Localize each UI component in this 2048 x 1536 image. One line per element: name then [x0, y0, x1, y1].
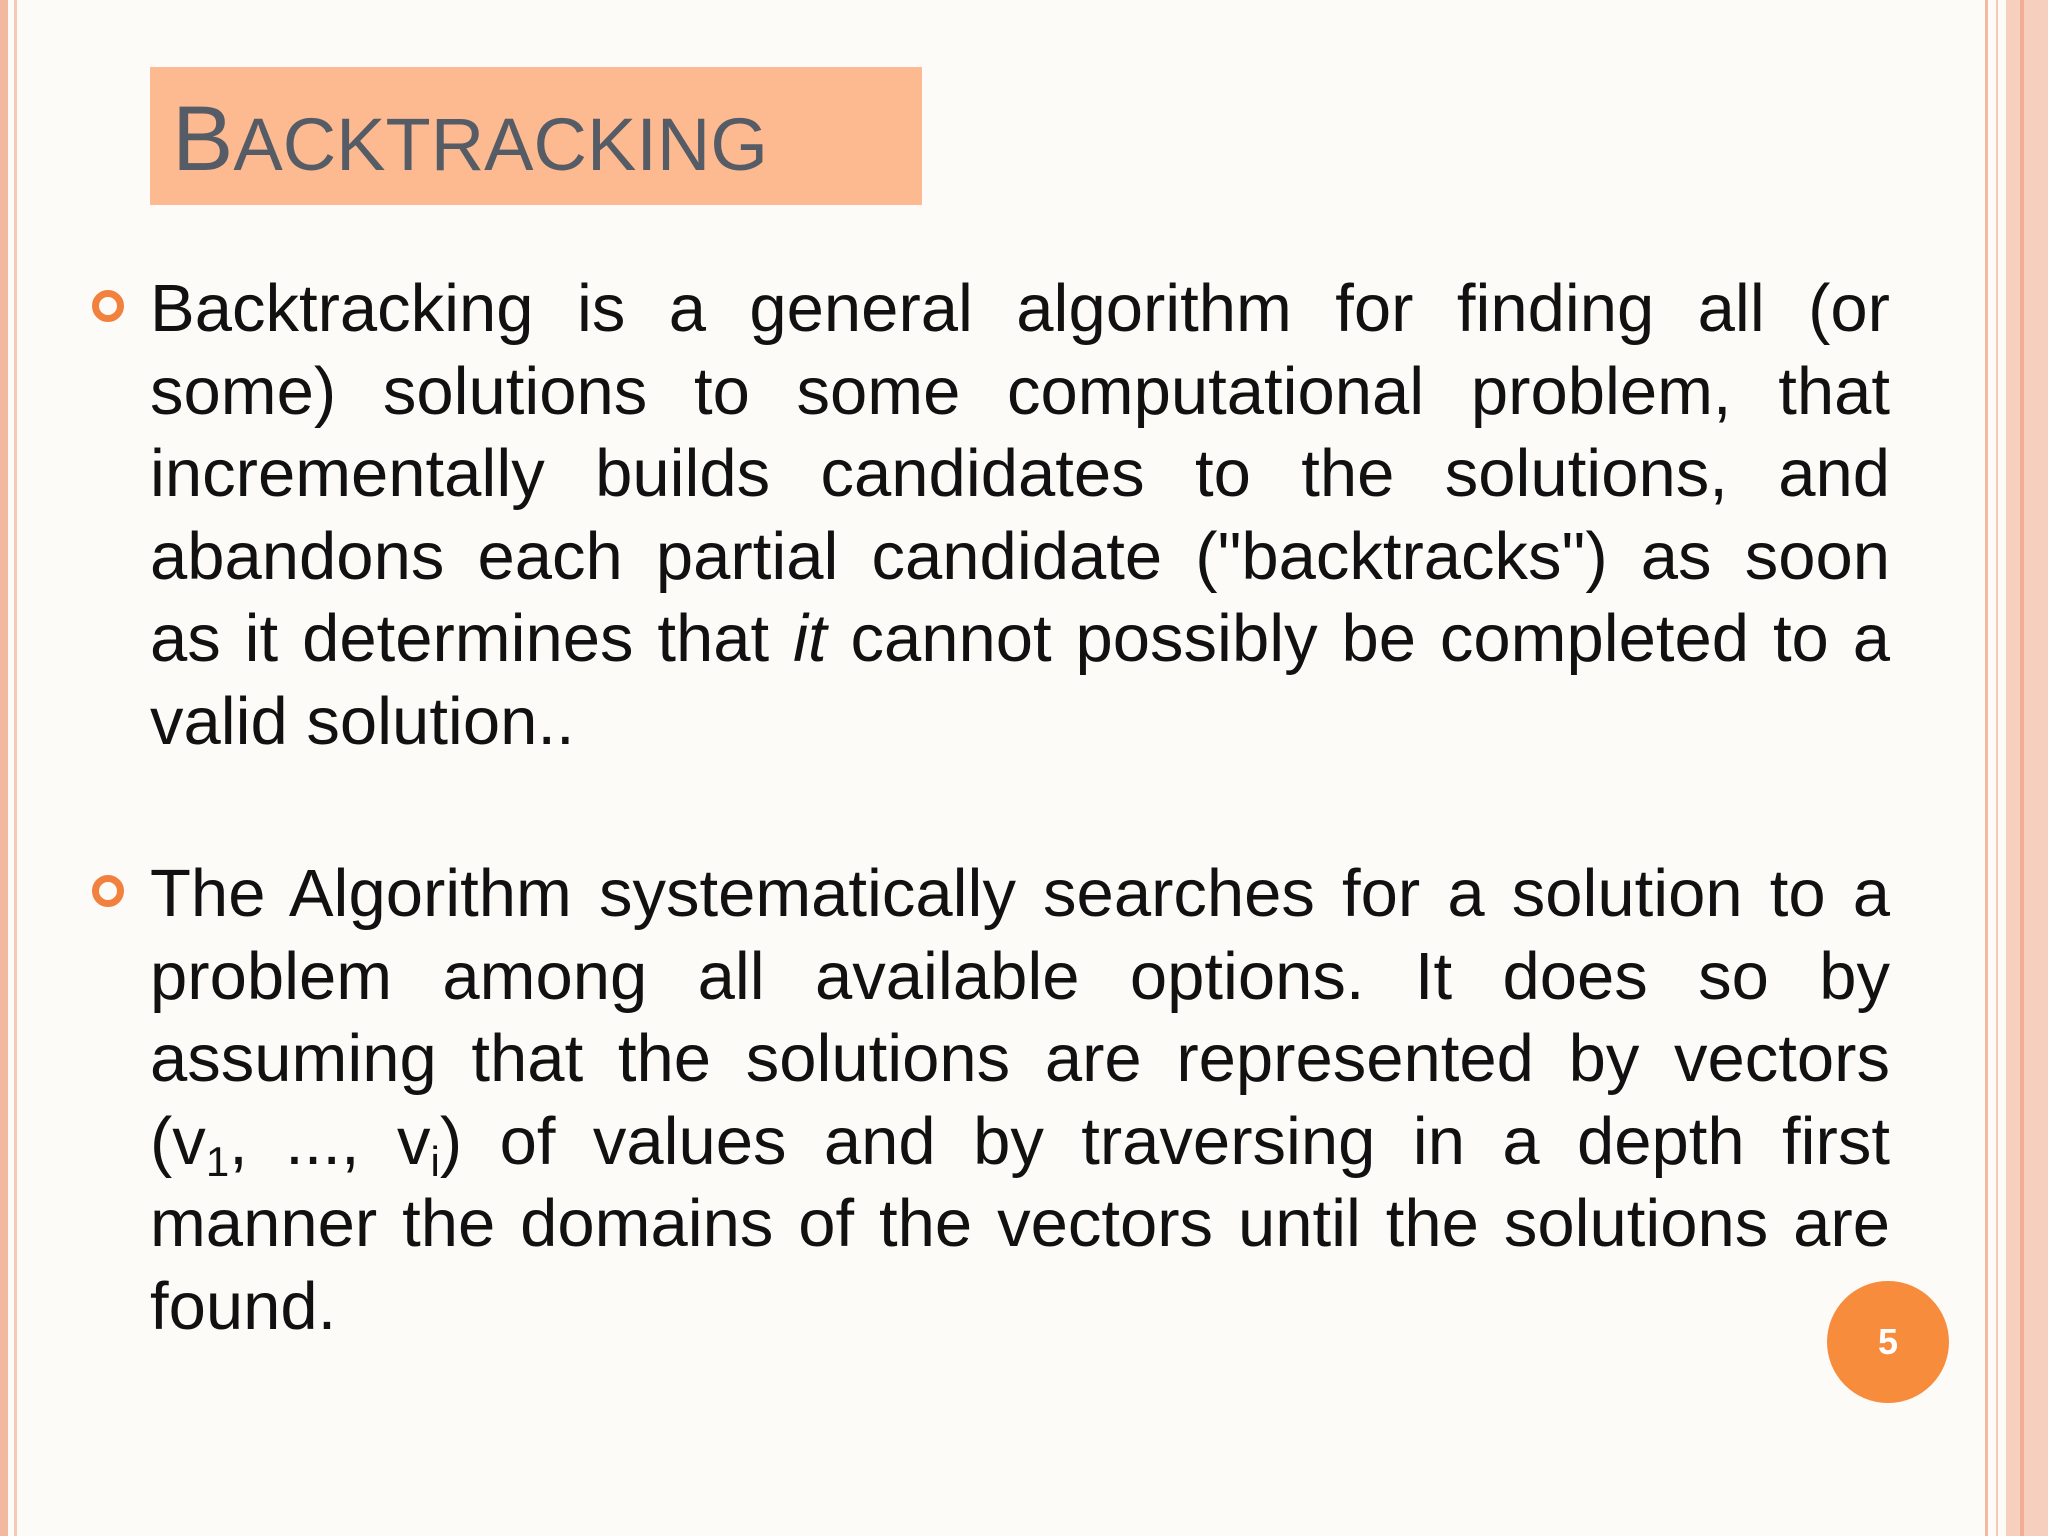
slide-title-rest: ACKTRACKING [233, 103, 768, 186]
frame-right-line [2020, 0, 2024, 1536]
frame-right-line [1996, 0, 1998, 1536]
bullet-text [150, 268, 1890, 763]
ring-bullet-icon [92, 875, 124, 907]
bullet-text-part: cannot possibly be completed to a valid solution.. [150, 601, 1890, 759]
bullet-text-part: Backtracking is a general algorithm for finding all (or some) solutions to some computational problem, that incrementally builds candidates to the solutions, and abandons each partial candidate ("backtracks") as soon as it determines that [150, 271, 1890, 676]
slide-title-box [150, 67, 922, 205]
bullet-item [92, 853, 1892, 1348]
bullet-list [92, 268, 1892, 1348]
bullet-text-italic: it [793, 601, 827, 676]
frame-left-stripe [0, 0, 8, 1536]
bullet-text-part: ) of values and by traversing in a depth first manner the domains of the vectors until the solutions are found. [150, 1103, 1890, 1344]
slide-title-first-letter: B [172, 88, 234, 190]
bullet-item [92, 268, 1892, 763]
page-number: 5 [1877, 1321, 1899, 1362]
frame-left-line [14, 0, 17, 1536]
frame-right-block [2006, 0, 2048, 1536]
page-number-badge [1827, 1281, 1949, 1403]
bullet-text-part: , ..., v [229, 1103, 431, 1179]
bullet-text [150, 853, 1890, 1348]
slide-title [172, 88, 768, 190]
bullet-text-part: The Algorithm systematically searches for a solution to a problem among all available options. It does so by assuming that the solutions are represented by vectors (v [150, 856, 1890, 1179]
frame-right-line [1985, 0, 1988, 1536]
subscript: i [430, 1137, 440, 1185]
ring-bullet-icon [92, 290, 124, 322]
subscript: 1 [205, 1137, 230, 1185]
